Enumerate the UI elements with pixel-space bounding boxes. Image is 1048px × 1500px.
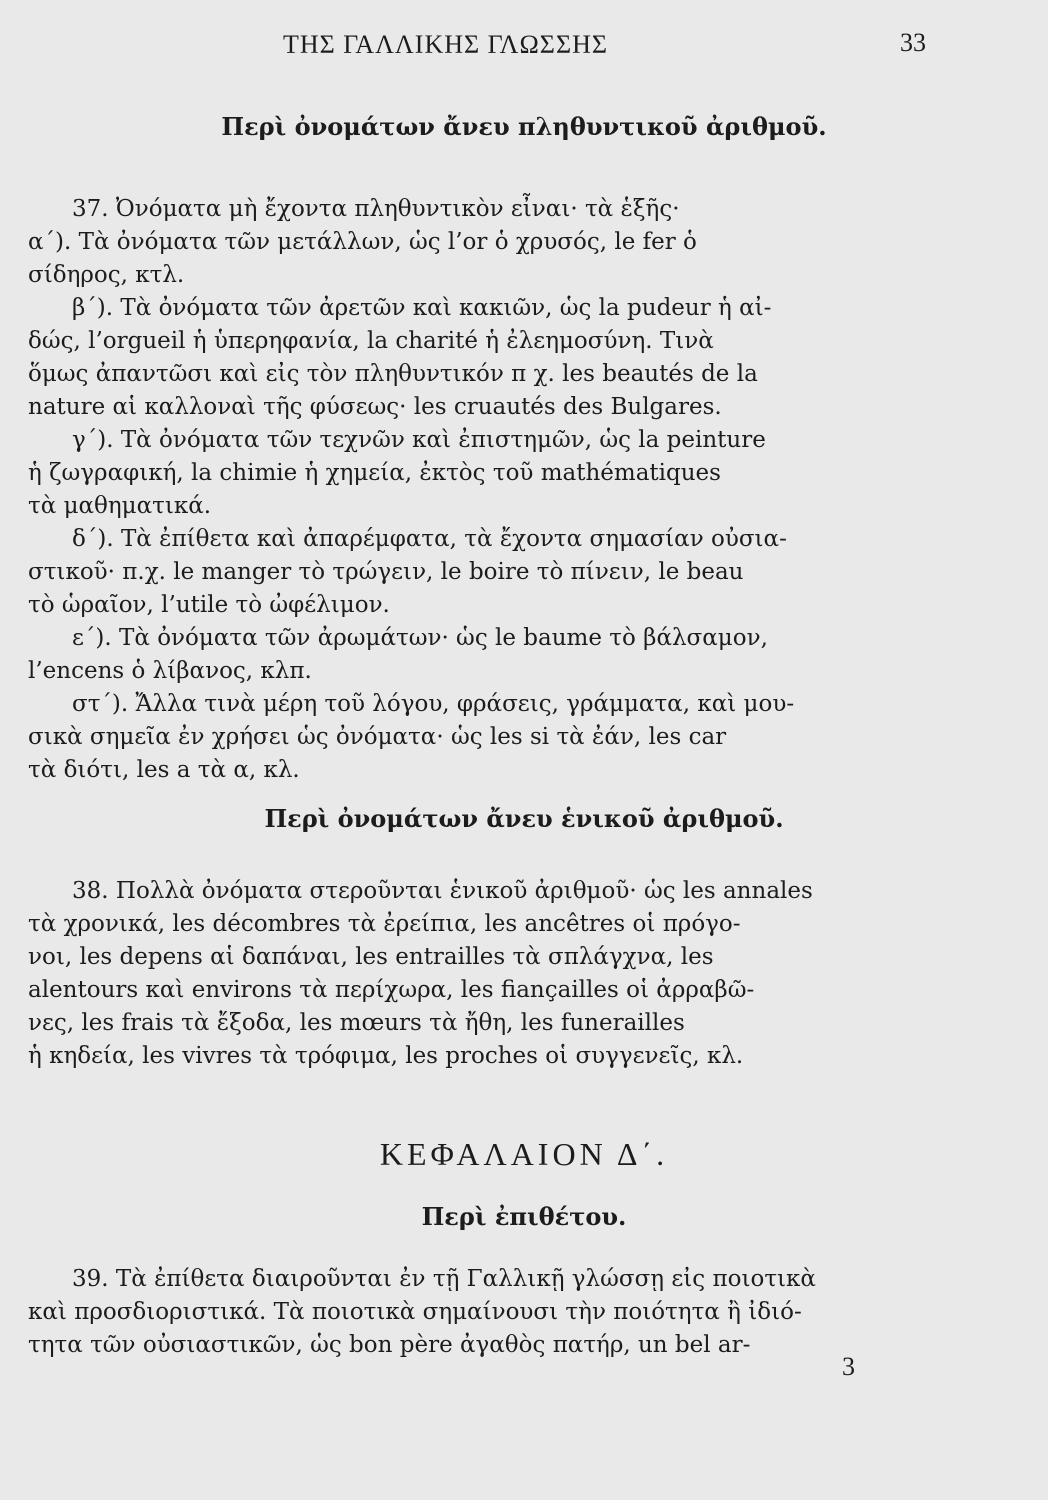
- paragraph-line: δ΄). Τὰ ἐπίθετα καὶ ἀπαρέμφατα, τὰ ἔχοντα σημασίαν οὐσια-: [72, 526, 787, 552]
- paragraph-line: γ΄). Τὰ ὀνόματα τῶν τεχνῶν καὶ ἐπιστημῶν, ὡς la peinture: [72, 427, 766, 453]
- paragraph-line: τητα τῶν οὐσιαστικῶν, ὡς bon père ἀγαθὸς πατήρ, un bel ar-: [28, 1332, 751, 1358]
- paragraph-line: δώς, l’orgueil ἡ ὑπερηφανία, la charité ἡ ἐλεημοσύνη. Τινὰ: [28, 328, 714, 354]
- paragraph-line: νοι, les depens αἱ δαπάναι, les entrailles τὰ σπλάγχνα, les: [28, 944, 714, 970]
- paragraph-line: τὰ διότι, les a τὰ α, κλ.: [28, 757, 300, 783]
- paragraph-line: τὸ ὡραῖον, l’utile τὸ ὠφέλιμον.: [28, 592, 390, 618]
- paragraph-line: 39. Τὰ ἐπίθετα διαιροῦνται ἐν τῇ Γαλλικῇ γλώσσῃ εἰς ποιοτικὰ: [72, 1266, 816, 1292]
- paragraph-line: nature αἱ καλλοναὶ τῆς φύσεως· les cruautés des Bulgares.: [28, 394, 722, 420]
- section-heading-no-singular: Περὶ ὀνομάτων ἄνευ ἑνικοῦ ἀριθμοῦ.: [264, 804, 784, 833]
- paragraph-line: α΄). Τὰ ὀνόματα τῶν μετάλλων, ὡς l’or ὁ χρυσός, le fer ὁ: [28, 229, 697, 255]
- paragraph-line: τὰ μαθηματικά.: [28, 493, 212, 519]
- paragraph-line: σίδηρος, κτλ.: [28, 262, 185, 288]
- page-number: 33: [900, 28, 926, 57]
- paragraph-line: 37. Ὀνόματα μὴ ἔχοντα πληθυντικὸν εἶναι· τὰ ἑξῆς·: [72, 196, 680, 222]
- paragraph-line: 38. Πολλὰ ὀνόματα στεροῦνται ἑνικοῦ ἀριθμοῦ· ὡς les annales: [72, 878, 813, 904]
- paragraph-line: τὰ χρονικά, les décombres τὰ ἐρείπια, les ancêtres οἱ πρόγο-: [28, 911, 741, 937]
- paragraph-line: alentours καὶ environs τὰ περίχωρα, les fiançailles οἱ ἀρραβῶ-: [28, 977, 755, 1003]
- paragraph-line: νες, les frais τὰ ἔξοδα, les mœurs τὰ ἤθη, les funerailles: [28, 1010, 685, 1036]
- paragraph-line: καὶ προσδιοριστικά. Τὰ ποιοτικὰ σημαίνουσι τὴν ποιότητα ἢ ἰδιό-: [28, 1299, 802, 1325]
- paragraph-line: ἡ ζωγραφική, la chimie ἡ χημεία, ἐκτὸς τοῦ mathématiques: [28, 460, 721, 486]
- paragraph-line: β΄). Τὰ ὀνόματα τῶν ἀρετῶν καὶ κακιῶν, ὡς la pudeur ἡ αἰ-: [72, 295, 772, 321]
- chapter-title: ΚΕΦΑΛΑΙΟΝ Δ΄.: [379, 1136, 669, 1172]
- section-heading-no-plural: Περὶ ὀνομάτων ἄνευ πληθυντικοῦ ἀριθμοῦ.: [221, 112, 827, 141]
- paragraph-line: σικὰ σημεῖα ἐν χρήσει ὡς ὀνόματα· ὡς les si τὰ ἐάν, les car: [28, 724, 727, 750]
- paragraph-line: στ΄). Ἄλλα τινὰ μέρη τοῦ λόγου, φράσεις, γράμματα, καὶ μου-: [72, 691, 795, 717]
- paragraph-line: ὅμως ἀπαντῶσι καὶ εἰς τὸν πληθυντικόν π χ. les beautés de la: [28, 361, 758, 387]
- paragraph-line: ἡ κηδεία, les vivres τὰ τρόφιμα, les proches οἱ συγγενεῖς, κλ.: [28, 1043, 744, 1069]
- paragraph-line: l’encens ὁ λίβανος, κλπ.: [28, 658, 312, 684]
- paragraph-line: ε΄). Τὰ ὀνόματα τῶν ἀρωμάτων· ὡς le baume τὸ βάλσαμον,: [72, 625, 768, 651]
- running-title: ΤΗΣ ΓΑΛΛΙΚΗΣ ΓΛΩΣΣΗΣ: [283, 30, 608, 59]
- chapter-subheading: Περὶ ἐπιθέτου.: [421, 1202, 627, 1231]
- paragraph-line: στικοῦ· π.χ. le manger τὸ τρώγειν, le boire τὸ πίνειν, le beau: [28, 559, 744, 585]
- page-header: [0, 22, 1048, 66]
- signature-mark: 3: [842, 1352, 855, 1381]
